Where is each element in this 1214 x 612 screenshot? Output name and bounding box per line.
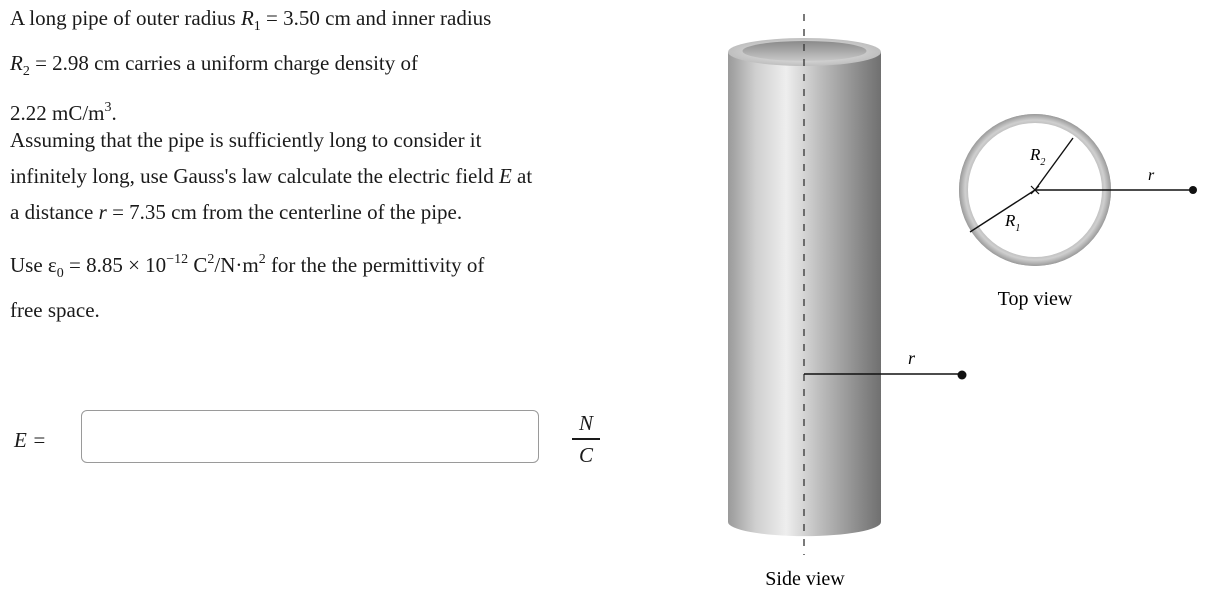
- unit-denominator: C: [578, 442, 593, 467]
- problem-paragraph-2: Assuming that the pipe is sufficiently long to consider it infinitely long, use Gauss's law calculate the electric field E at a distance r = 7.35 cm from the centerline of the pipe.: [10, 128, 533, 224]
- r-label-top: r: [1148, 167, 1155, 184]
- R2-label: $R_2$: [1030, 145, 1046, 168]
- side-view-cylinder: [728, 14, 967, 590]
- problem-paragraph-1: A long pipe of outer radius $R_1 = 3.50$ cm and inner radius $R_2 = 2.98$ cm carries a uniform charge density of 2.22 $mC/m^3$.: [10, 6, 492, 125]
- problem-paragraph-3: Use $\varepsilon_0 = 8.85 \times 10^{-12}$ $C^2/N\cdot m^2$ for the the permittivity of free space.: [10, 252, 485, 322]
- field-point-side: [958, 371, 967, 380]
- unit-numerator: N: [578, 411, 593, 435]
- r-label-side: r: [908, 348, 916, 368]
- top-view-figure: [959, 114, 1197, 310]
- R1-label: $R_1$: [1005, 211, 1021, 234]
- field-point-top: [1189, 186, 1197, 194]
- side-view-label: Side view: [765, 568, 845, 590]
- top-view-label: Top view: [997, 288, 1073, 310]
- answer-label: E =: [14, 428, 47, 452]
